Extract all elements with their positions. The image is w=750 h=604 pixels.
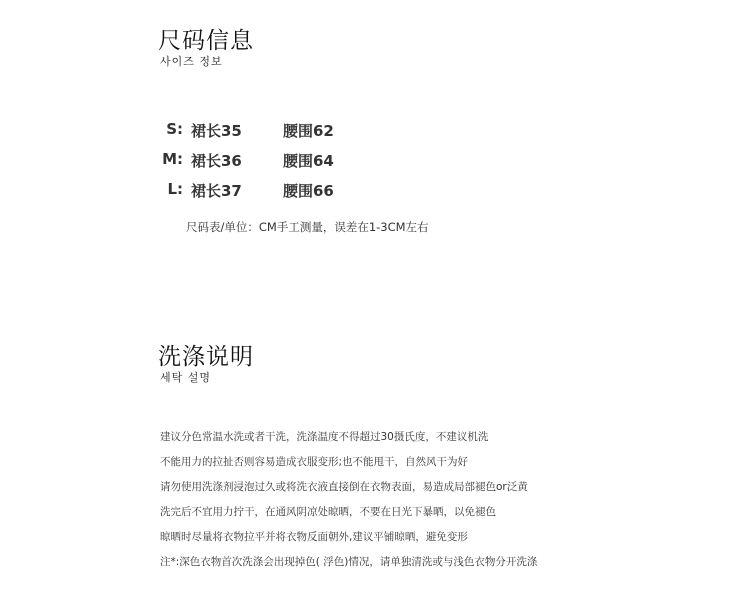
wash-instructions-subtitle: 세탁 설명 bbox=[160, 371, 212, 384]
size-label: S: bbox=[166, 120, 183, 138]
wash-instruction-line: 建议分色常温水洗或者干洗，洗涤温度不得超过30摄氏度，不建议机洗 bbox=[160, 431, 489, 443]
size-row-s bbox=[0, 120, 750, 142]
wash-instruction-line: 不能用力的拉扯否则容易造成衣服变形;也不能甩干，自然风干为好 bbox=[160, 456, 469, 468]
wash-instruction-line: 洗完后不宜用力拧干，在通风阴凉处晾晒，不要在日光下暴晒，以免褪色 bbox=[160, 506, 496, 518]
size-info-subtitle: 사이즈 정보 bbox=[160, 55, 223, 68]
size-row-l bbox=[0, 180, 750, 202]
wash-instruction-line: 请勿使用洗涤剂浸泡过久或将洗衣液直接倒在衣物表面，易造成局部褪色or泛黄 bbox=[160, 481, 528, 493]
waist-value: 腰围64 bbox=[283, 152, 334, 170]
wash-care-note: 注*:深色衣物首次洗涤会出现掉色( 浮色)情况，请单独清洗或与浅色衣物分开洗涤 bbox=[160, 556, 538, 568]
skirt-length-value: 裙长35 bbox=[191, 122, 242, 140]
wash-instructions-title: 洗涤说明 bbox=[158, 344, 254, 370]
size-row-m bbox=[0, 150, 750, 172]
size-info-title: 尺码信息 bbox=[158, 28, 254, 54]
skirt-length-value: 裙长36 bbox=[191, 152, 242, 170]
wash-instruction-line: 晾晒时尽量将衣物拉平并将衣物反面朝外,建议平铺晾晒，避免变形 bbox=[160, 531, 468, 543]
size-label: L: bbox=[167, 180, 183, 198]
skirt-length-value: 裙长37 bbox=[191, 182, 242, 200]
waist-value: 腰围66 bbox=[283, 182, 334, 200]
waist-value: 腰围62 bbox=[283, 122, 334, 140]
size-measurement-note: 尺码表/单位：CM手工测量，误差在1-3CM左右 bbox=[186, 220, 429, 234]
size-label: M: bbox=[162, 150, 183, 168]
